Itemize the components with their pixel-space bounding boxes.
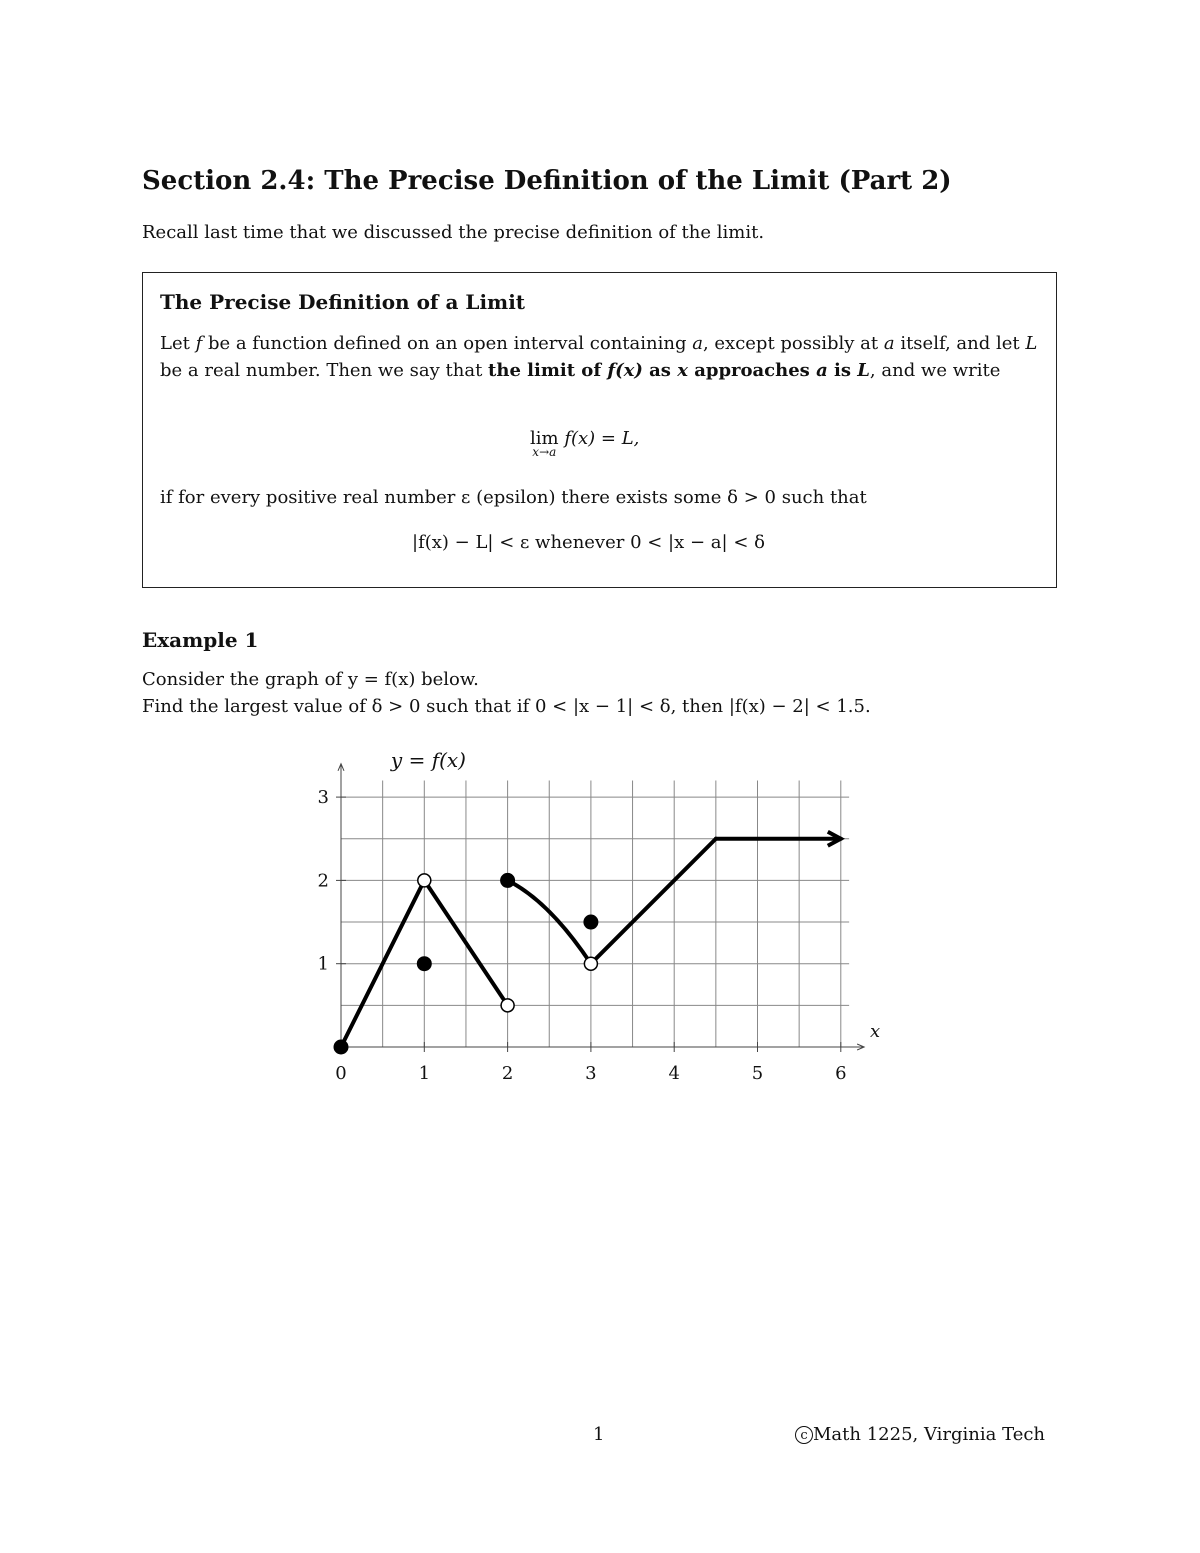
closed-point	[417, 957, 431, 971]
def-a-1: a	[692, 333, 703, 354]
def-intro-5: be a real number. Then we say that	[160, 360, 489, 381]
y-tick-label: 3	[317, 787, 329, 809]
function-graph	[290, 745, 900, 1095]
def-intro-4: itself, and let	[894, 333, 1026, 354]
copyright-icon: c	[795, 1426, 813, 1444]
closed-point	[501, 873, 515, 887]
example-line-1: Consider the graph of y = f(x) below.	[142, 669, 479, 690]
y-tick-label: 2	[317, 870, 329, 892]
def-L-1: L	[1025, 333, 1038, 354]
definition-heading: The Precise Definition of a Limit	[160, 290, 526, 314]
section-title: Section 2.4: The Precise Definition of the Limit (Part 2)	[142, 166, 952, 196]
x-tick-label: 3	[585, 1063, 597, 1084]
def-f: f	[195, 333, 203, 354]
recall-text: Recall last time that we discussed the precise definition of the limit.	[142, 222, 765, 243]
def-intro-2: be a function defined on an open interval containing	[202, 333, 693, 354]
open-point	[501, 999, 514, 1012]
lim-subscript: x→a	[532, 445, 557, 459]
limit-expression	[530, 428, 639, 459]
footer-course: Math 1225, Virginia Tech	[813, 1424, 1046, 1445]
open-point	[418, 874, 431, 887]
def-bold-4: is	[827, 360, 858, 381]
def-bold-1: the limit of	[488, 360, 608, 381]
def-intro-1: Let	[160, 333, 196, 354]
def-intro-3: , except possibly at	[702, 333, 884, 354]
course-footer	[795, 1424, 1045, 1445]
example-heading: Example 1	[142, 628, 259, 652]
x-tick-label: 4	[668, 1063, 680, 1084]
lim-body: f(x) = L,	[564, 428, 640, 449]
closed-point	[584, 915, 598, 929]
def-L-2: L	[857, 360, 870, 381]
epsilon-delta-inequality: |f(x) − L| < ε whenever 0 < |x − a| < δ	[412, 532, 765, 553]
y-tick-label: 1	[317, 953, 329, 975]
closed-point	[334, 1040, 348, 1054]
example-line-2: Find the largest value of δ > 0 such that if 0 < |x − 1| < δ, then |f(x) − 2| < 1.5.	[142, 696, 871, 717]
x-axis-label: x	[869, 1021, 881, 1042]
page-number: 1	[593, 1424, 605, 1445]
open-point	[584, 957, 597, 970]
graph-segment	[591, 839, 716, 964]
condition-line: if for every positive real number ε (epsilon) there exists some δ > 0 such that	[160, 487, 867, 508]
x-tick-label: 5	[751, 1063, 764, 1084]
def-intro-6: , and we write	[869, 360, 1001, 381]
x-tick-label: 6	[835, 1063, 847, 1084]
lim-word: lim	[530, 428, 559, 449]
x-tick-label: 2	[501, 1063, 514, 1084]
graph-title: y = f(x)	[390, 747, 466, 772]
def-x: x	[677, 360, 688, 381]
def-bold-3: approaches	[687, 360, 817, 381]
def-a-2: a	[883, 333, 895, 354]
def-bold-2: as	[642, 360, 678, 381]
x-tick-label: 1	[418, 1063, 431, 1084]
definition-paragraph	[160, 330, 1040, 384]
def-a-3: a	[816, 360, 828, 381]
x-tick-label: 0	[335, 1063, 347, 1084]
def-fx: f(x)	[607, 360, 643, 381]
